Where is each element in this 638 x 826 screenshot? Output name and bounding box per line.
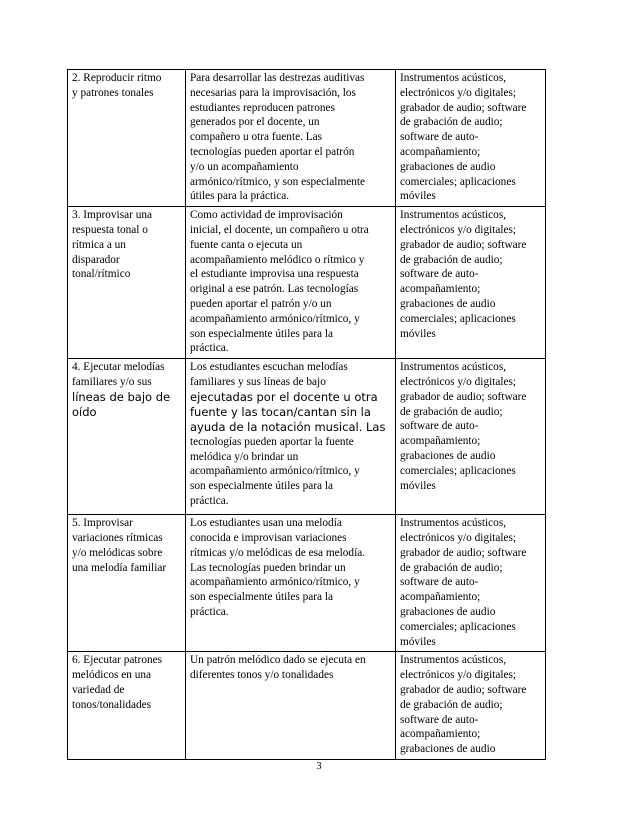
tools-cell: Instrumentos acústicos, electrónicos y/o digitales; grabador de audio; software de grabación de audio; software de auto- acompañamiento; grabaciones de audio comerciales; aplicaciones móviles bbox=[396, 207, 546, 359]
activity-cell: 6. Ejecutar patrones melódicos en una variedad de tonos/tonalidades bbox=[68, 652, 186, 760]
activity-cell: 5. Improvisar variaciones rítmicas y/o melódicas sobre una melodía familiar bbox=[68, 515, 186, 652]
table-row bbox=[68, 359, 546, 515]
description-cell: Los estudiantes usan una melodía conocida e improvisan variaciones rítmicas y/o melódicas de esa melodía. Las tecnologías pueden brindar un acompañamiento armónico/rítmico, y son especialmente útiles para la práctica. bbox=[186, 515, 396, 652]
table-row bbox=[68, 207, 546, 359]
activity-cell: 4. Ejecutar melodías familiares y/o sus líneas de bajo de oído bbox=[68, 359, 186, 515]
table-row bbox=[68, 70, 546, 207]
activity-cell: 2. Reproducir ritmo y patrones tonales bbox=[68, 70, 186, 207]
description-cell: Como actividad de improvisación inicial, el docente, un compañero u otra fuente canta o ejecuta un acompañamiento melódico o rítmico y el estudiante improvisa una respuesta original a ese patrón. Las tecnologías pueden aportar el patrón y/o un acompañamiento armónico/rítmico, y son especialmente útiles para la práctica. bbox=[186, 207, 396, 359]
table-row bbox=[68, 515, 546, 652]
tools-cell: Instrumentos acústicos, electrónicos y/o digitales; grabador de audio; software de grabación de audio; software de auto- acompañamiento; grabaciones de audio bbox=[396, 652, 546, 760]
table-row bbox=[68, 652, 546, 760]
activities-table bbox=[67, 69, 546, 760]
activity-cell: 3. Improvisar una respuesta tonal o rítmica a un disparador tonal/rítmico bbox=[68, 207, 186, 359]
page-number: 3 bbox=[316, 761, 322, 772]
tools-cell: Instrumentos acústicos, electrónicos y/o digitales; grabador de audio; software de grabación de audio; software de auto- acompañamiento; grabaciones de audio comerciales; aplicaciones móviles bbox=[396, 70, 546, 207]
tools-cell: Instrumentos acústicos, electrónicos y/o digitales; grabador de audio; software de grabación de audio; software de auto- acompañamiento; grabaciones de audio comerciales; aplicaciones móviles bbox=[396, 515, 546, 652]
tools-cell: Instrumentos acústicos, electrónicos y/o digitales; grabador de audio; software de grabación de audio; software de auto- acompañamiento; grabaciones de audio comerciales; aplicaciones móviles bbox=[396, 359, 546, 515]
description-cell: Un patrón melódico dado se ejecuta en diferentes tonos y/o tonalidades bbox=[186, 652, 396, 760]
description-cell: Para desarrollar las destrezas auditivas necesarias para la improvisación, los estudiantes reproducen patrones generados por el docente, un compañero u otra fuente. Las tecnologías pueden aportar el patrón y/o un acompañamiento armónico/rítmico, y son especialmente útiles para la práctica. bbox=[186, 70, 396, 207]
description-cell: Los estudiantes escuchan melodías familiares y sus líneas de bajo ejecutadas por el docente u otra fuente y las tocan/cantan sin la ayuda de la notación musical. Las tecnologías pueden aportar la fuente melódica y/o brindar un acompañamiento armónico/rítmico, y son especialmente útiles para la práctica. bbox=[186, 359, 396, 515]
